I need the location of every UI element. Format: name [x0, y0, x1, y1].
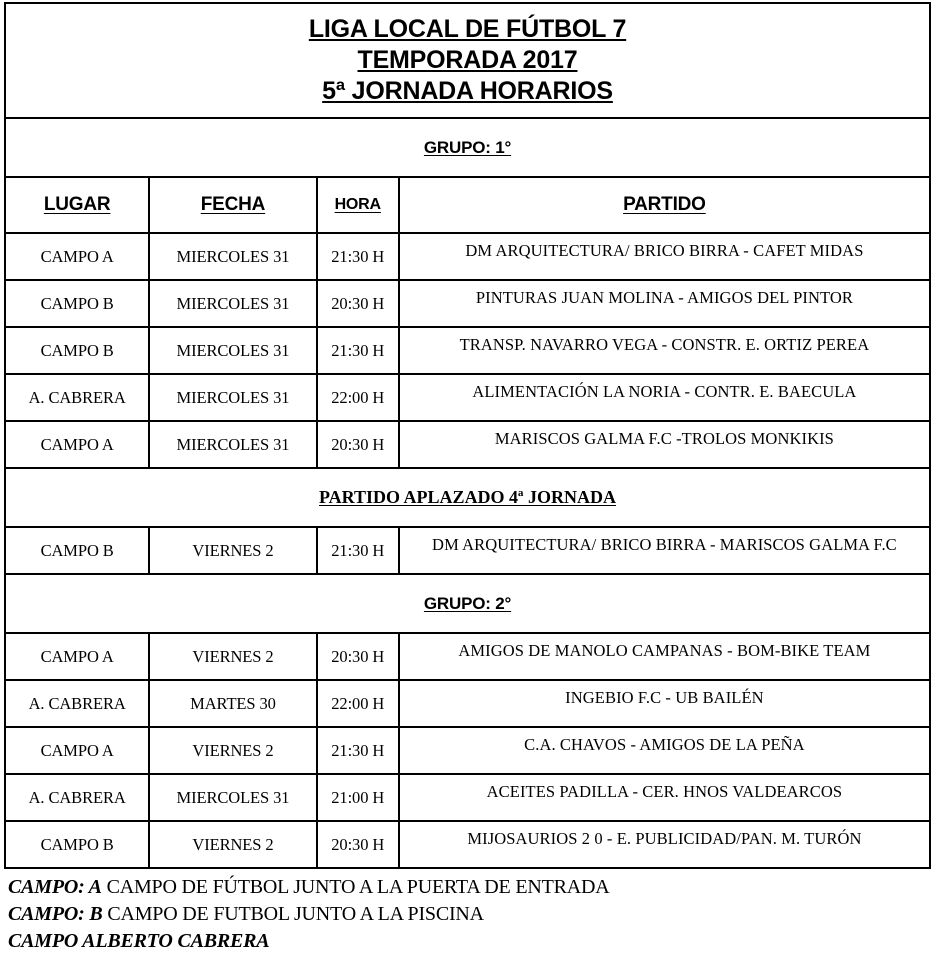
table-row [5, 680, 930, 727]
note-line-campo-alberto-cabrera [8, 928, 928, 955]
cell-hora: 21:00 H [317, 774, 399, 821]
cell-partido [399, 280, 930, 327]
table-row [5, 774, 930, 821]
section-banner-aplazado [5, 468, 930, 527]
column-header-lugar-label: LUGAR [43, 194, 111, 215]
table-row [5, 633, 930, 680]
cell-hora: 22:00 H [317, 680, 399, 727]
column-header-row [5, 177, 930, 233]
cell-partido [399, 633, 930, 680]
cell-hora: 21:30 H [317, 727, 399, 774]
section-row-grupo1 [5, 118, 930, 177]
match-text: ALIMENTACIÓN LA NORIA - CONTR. E. BAECULA [472, 381, 857, 401]
match-text: INGEBIO F.C - UB BAILÉN [565, 687, 764, 707]
note-line-campo-b [8, 901, 928, 928]
cell-partido [399, 727, 930, 774]
section-banner-grupo1 [5, 118, 930, 177]
note-line-campo-a [8, 874, 928, 901]
cell-partido [399, 680, 930, 727]
cell-lugar: CAMPO A [5, 727, 149, 774]
match-text: DM ARQUITECTURA/ BRICO BIRRA - CAFET MIDAS [465, 240, 864, 260]
cell-partido [399, 421, 930, 468]
table-row [5, 327, 930, 374]
footer-notes [8, 874, 928, 955]
match-text: ACEITES PADILLA - CER. HNOS VALDEARCOS [486, 781, 843, 801]
cell-partido [399, 374, 930, 421]
cell-lugar: CAMPO A [5, 633, 149, 680]
cell-lugar: A. CABRERA [5, 774, 149, 821]
cell-lugar: CAMPO B [5, 821, 149, 868]
column-header-hora [317, 177, 399, 233]
cell-hora: 21:30 H [317, 233, 399, 280]
schedule-table [4, 2, 931, 869]
cell-fecha: VIERNES 2 [149, 821, 316, 868]
column-header-lugar [5, 177, 149, 233]
section-label-grupo1: GRUPO: 1° [423, 137, 512, 157]
cell-fecha: VIERNES 2 [149, 527, 316, 574]
cell-partido [399, 774, 930, 821]
cell-lugar: CAMPO B [5, 527, 149, 574]
cell-partido [399, 527, 930, 574]
cell-lugar: A. CABRERA [5, 680, 149, 727]
column-header-partido-label: PARTIDO [623, 194, 706, 215]
cell-lugar: CAMPO A [5, 233, 149, 280]
cell-fecha: MIERCOLES 31 [149, 233, 316, 280]
column-header-hora-label: HORA [334, 196, 381, 213]
table-row [5, 233, 930, 280]
cell-hora: 20:30 H [317, 821, 399, 868]
cell-hora: 21:30 H [317, 327, 399, 374]
match-text: MIJOSAURIOS 2 0 - E. PUBLICIDAD/PAN. M. TURÓN [467, 828, 862, 848]
match-text: AMIGOS DE MANOLO CAMPANAS - BOM-BIKE TEAM [458, 640, 871, 660]
section-banner-grupo2 [5, 574, 930, 633]
cell-fecha: VIERNES 2 [149, 727, 316, 774]
match-text: PINTURAS JUAN MOLINA - AMIGOS DEL PINTOR [475, 287, 853, 307]
note-rest-campo-b: CAMPO DE FUTBOL JUNTO A LA PISCINA [102, 903, 484, 925]
cell-hora: 22:00 H [317, 374, 399, 421]
cell-hora: 20:30 H [317, 633, 399, 680]
section-label-grupo2: GRUPO: 2° [423, 593, 512, 613]
match-text: MARISCOS GALMA F.C -TROLOS MONKIKIS [494, 428, 834, 448]
cell-partido [399, 327, 930, 374]
cell-fecha: VIERNES 2 [149, 633, 316, 680]
cell-hora: 20:30 H [317, 421, 399, 468]
match-text: C.A. CHAVOS - AMIGOS DE LA PEÑA [524, 734, 805, 754]
cell-hora: 21:30 H [317, 527, 399, 574]
title-line-3: 5ª JORNADA HORARIOS [322, 77, 613, 105]
match-text: TRANSP. NAVARRO VEGA - CONSTR. E. ORTIZ PEREA [459, 334, 870, 354]
table-row [5, 374, 930, 421]
column-header-fecha [149, 177, 316, 233]
cell-lugar: CAMPO B [5, 280, 149, 327]
section-label-aplazado: PARTIDO APLAZADO 4ª JORNADA [319, 487, 616, 507]
document-title [5, 3, 930, 118]
note-lead-campo-alberto-cabrera: CAMPO ALBERTO CABRERA [8, 930, 270, 952]
match-text: DM ARQUITECTURA/ BRICO BIRRA - MARISCOS GALMA F.C [432, 534, 897, 554]
title-line-1: LIGA LOCAL DE FÚTBOL 7 [308, 15, 627, 43]
column-header-partido [399, 177, 930, 233]
note-lead-campo-b: CAMPO: B [8, 903, 103, 925]
cell-partido [399, 233, 930, 280]
cell-fecha: MARTES 30 [149, 680, 316, 727]
cell-fecha: MIERCOLES 31 [149, 280, 316, 327]
note-lead-campo-a: CAMPO: A [8, 876, 102, 898]
table-row [5, 527, 930, 574]
cell-fecha: MIERCOLES 31 [149, 774, 316, 821]
table-row [5, 421, 930, 468]
cell-lugar: CAMPO B [5, 327, 149, 374]
title-row [5, 3, 930, 118]
cell-fecha: MIERCOLES 31 [149, 421, 316, 468]
title-line-2: TEMPORADA 2017 [357, 46, 578, 74]
cell-lugar: CAMPO A [5, 421, 149, 468]
cell-hora: 20:30 H [317, 280, 399, 327]
note-rest-campo-a: CAMPO DE FÚTBOL JUNTO A LA PUERTA DE ENTRADA [101, 876, 610, 898]
column-header-fecha-label: FECHA [200, 194, 266, 215]
section-row-aplazado [5, 468, 930, 527]
cell-fecha: MIERCOLES 31 [149, 374, 316, 421]
table-row [5, 280, 930, 327]
section-row-grupo2 [5, 574, 930, 633]
cell-fecha: MIERCOLES 31 [149, 327, 316, 374]
cell-partido [399, 821, 930, 868]
cell-lugar: A. CABRERA [5, 374, 149, 421]
table-row [5, 727, 930, 774]
table-row [5, 821, 930, 868]
